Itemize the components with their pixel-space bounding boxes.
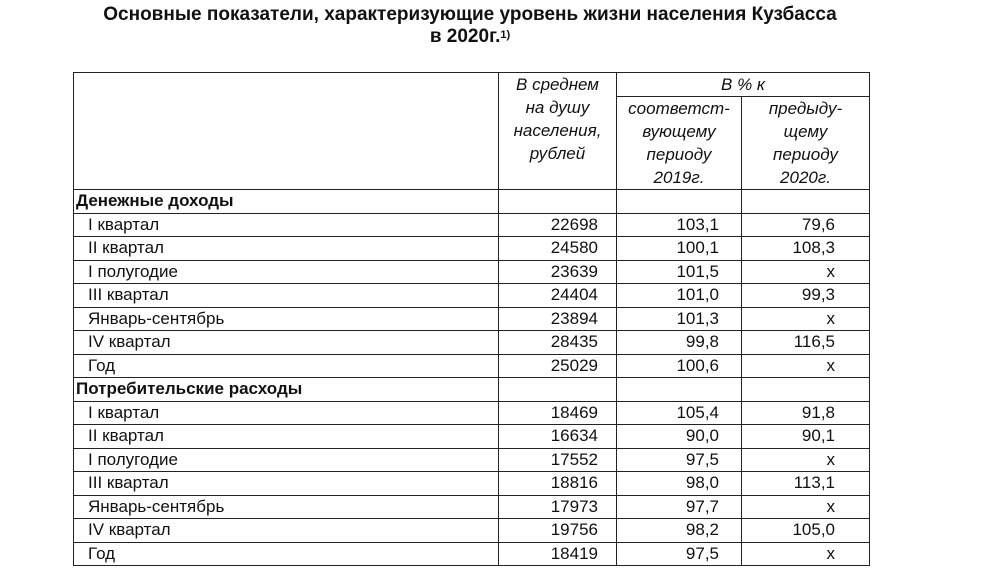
row-label: III квартал (74, 472, 499, 496)
section-title: Потребительские расходы (74, 378, 499, 402)
prev-period-percent-value: x (742, 448, 870, 472)
header-avg-per-capita: В среднем на душу населения, рублей (499, 73, 617, 190)
row-label: III квартал (74, 284, 499, 308)
header-percent-group: В % к (617, 73, 870, 97)
row-label: IV квартал (74, 331, 499, 355)
title-year: в 2020г. (429, 26, 501, 47)
prev-year-percent-value: 105,4 (617, 401, 742, 425)
prev-period-percent-value: x (742, 260, 870, 284)
avg-per-capita-value: 24404 (499, 284, 617, 308)
row-label: I полугодие (74, 260, 499, 284)
empty-cell (499, 190, 617, 214)
prev-period-percent-value: 105,0 (742, 519, 870, 543)
prev-year-percent-value: 90,0 (617, 425, 742, 449)
header-prev-period: предыду- щему периоду 2020г. (742, 97, 870, 190)
prev-period-percent-value: 113,1 (742, 472, 870, 496)
row-label: I квартал (74, 213, 499, 237)
header-prev-year: соответст- вующему периоду 2019г. (617, 97, 742, 190)
prev-period-percent-value: x (742, 354, 870, 378)
prev-period-percent-value: 99,3 (742, 284, 870, 308)
prev-period-percent-value: 91,8 (742, 401, 870, 425)
prev-period-percent-value: 79,6 (742, 213, 870, 237)
row-label: II квартал (74, 425, 499, 449)
title-line-2 (0, 26, 940, 48)
avg-per-capita-value: 23639 (499, 260, 617, 284)
row-label: Год (74, 354, 499, 378)
table-row (74, 519, 870, 543)
table-row (74, 542, 870, 566)
prev-period-percent-value: x (742, 495, 870, 519)
prev-period-percent-value: x (742, 542, 870, 566)
document-title (0, 0, 940, 48)
table-row (74, 213, 870, 237)
row-label: II квартал (74, 237, 499, 261)
row-label: I полугодие (74, 448, 499, 472)
table-row (74, 472, 870, 496)
table-row (74, 354, 870, 378)
prev-year-percent-value: 101,0 (617, 284, 742, 308)
empty-cell (617, 190, 742, 214)
empty-cell (499, 378, 617, 402)
table-row (74, 425, 870, 449)
row-label: Январь-сентябрь (74, 495, 499, 519)
avg-per-capita-value: 17973 (499, 495, 617, 519)
avg-per-capita-value: 18816 (499, 472, 617, 496)
row-label: IV квартал (74, 519, 499, 543)
prev-year-percent-value: 98,0 (617, 472, 742, 496)
avg-per-capita-value: 18469 (499, 401, 617, 425)
row-label: Год (74, 542, 499, 566)
prev-year-percent-value: 97,5 (617, 448, 742, 472)
title-footnote: 1) (500, 29, 511, 41)
table-row (74, 495, 870, 519)
title-line-1: Основные показатели, характеризующие уровень жизни населения Кузбасса (103, 4, 837, 25)
prev-period-percent-value: 90,1 (742, 425, 870, 449)
row-label: Январь-сентябрь (74, 307, 499, 331)
empty-cell (742, 190, 870, 214)
row-label: I квартал (74, 401, 499, 425)
prev-year-percent-value: 99,8 (617, 331, 742, 355)
living-standards-table (73, 72, 870, 566)
prev-period-percent-value: 108,3 (742, 237, 870, 261)
avg-per-capita-value: 18419 (499, 542, 617, 566)
section-header-row (74, 378, 870, 402)
prev-period-percent-value: 116,5 (742, 331, 870, 355)
table-row (74, 401, 870, 425)
prev-year-percent-value: 100,6 (617, 354, 742, 378)
section-title: Денежные доходы (74, 190, 499, 214)
prev-year-percent-value: 103,1 (617, 213, 742, 237)
empty-cell (617, 378, 742, 402)
prev-year-percent-value: 98,2 (617, 519, 742, 543)
table-row (74, 260, 870, 284)
prev-year-percent-value: 100,1 (617, 237, 742, 261)
table-row (74, 331, 870, 355)
prev-year-percent-value: 97,5 (617, 542, 742, 566)
section-header-row (74, 190, 870, 214)
header-empty-cell (74, 73, 499, 190)
avg-per-capita-value: 28435 (499, 331, 617, 355)
prev-period-percent-value: x (742, 307, 870, 331)
prev-year-percent-value: 101,3 (617, 307, 742, 331)
table-row (74, 307, 870, 331)
avg-per-capita-value: 19756 (499, 519, 617, 543)
header-row-1 (74, 73, 870, 97)
avg-per-capita-value: 24580 (499, 237, 617, 261)
empty-cell (742, 378, 870, 402)
avg-per-capita-value: 16634 (499, 425, 617, 449)
table-row (74, 448, 870, 472)
table-row (74, 237, 870, 261)
avg-per-capita-value: 17552 (499, 448, 617, 472)
avg-per-capita-value: 22698 (499, 213, 617, 237)
prev-year-percent-value: 97,7 (617, 495, 742, 519)
prev-year-percent-value: 101,5 (617, 260, 742, 284)
avg-per-capita-value: 25029 (499, 354, 617, 378)
table-row (74, 284, 870, 308)
avg-per-capita-value: 23894 (499, 307, 617, 331)
